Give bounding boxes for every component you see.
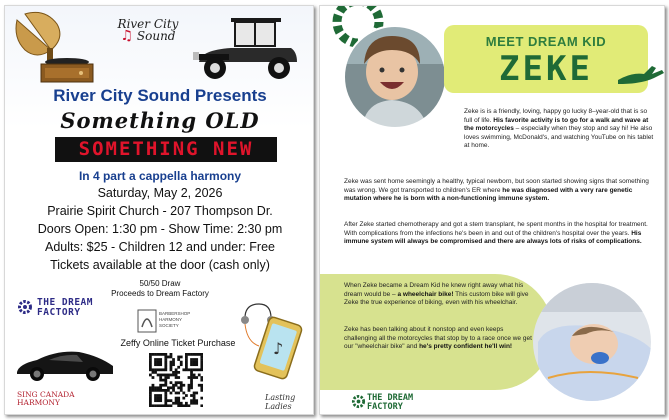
gear-icon [351,394,366,409]
draw-text: 50/50 Draw [139,279,181,288]
presents-heading: River City Sound Presents [53,86,267,105]
zeke-photo [342,24,448,130]
event-venue: Prairie Spirit Church - 207 Thompson Dr. [47,204,273,218]
logo-line2: Sound [136,29,176,43]
dream-factory-line1: THE DREAM [37,297,93,308]
dream-factory-line2: FACTORY [37,307,81,318]
logo-line1: River City [117,17,179,31]
event-times: Doors Open: 1:30 pm - Show Time: 2:30 pm [37,222,283,236]
treatment-paragraph [344,221,656,247]
dream-text: When Zeke became a Dream Kid he knew right away what his dream would be – [344,282,524,298]
dream-kid-flyer [319,5,665,415]
dream-end-text: This custom bike will give Zeke the true experience of biking, even with his wheelchair. [344,290,529,306]
sing-canada-line2: HARMONY [17,398,60,407]
event-date: Saturday, May 2, 2026 [97,186,223,200]
qr-code-icon[interactable] [149,353,203,407]
event-prices: Adults: $25 - Children 12 and under: Free [45,240,275,254]
intro-text: Zeke is is a friendly, loving, happy go lucky 8–year-old that is so full of life. [464,108,648,124]
barbershop-harmony-logo [137,309,217,333]
logo-line1: THE DREAM [367,393,414,403]
barbershop-emblem-icon [137,309,157,333]
diagnosis-text: Zeke was sent home seemingly a healthy, typical newborn, but soon started showing signs that something was wrong. We got transported to children's ER where [344,178,649,194]
barbershop-line2: HARMONY [159,317,183,322]
svg-text:♪: ♪ [273,339,284,358]
hand-decoration-icon [618,60,665,86]
lasting-ladies-logo: Lasting Ladies [265,393,296,411]
event-tickets: Tickets available at the door (cash only) [50,258,270,272]
barbershop-line1: BARBERSHOP [159,311,191,316]
diagnosis-bold-text: he was diagnosed with a very rare genetic mutation where he is born with a non-functioning immune system. [344,186,633,202]
barbershop-line3: SOCIETY [159,323,179,328]
proceeds-text: Proceeds to Dream Factory [111,289,209,298]
title-big: ZEKE [499,49,593,89]
gramophone-icon [11,10,99,86]
dream-bold-text: a wheelchair bike! [397,290,454,298]
harmony-subtitle: In 4 part a cappella harmony [78,169,242,183]
sports-car-icon [13,344,117,384]
challenge-bold-text: he's pretty confident he'll win! [419,343,513,350]
hospital-photo [528,282,656,404]
intro-bold-text: His favorite activity is to go for a walk and wave at the motorcycles [464,116,649,132]
dream-paragraph [344,282,534,308]
challenge-text: Zeke has been talking about it nonstop and even keeps challenging all the motorcycles that stop by to a race once we get our "wheelchair bike" and [344,326,532,350]
music-note-icon: ♫ [120,28,134,44]
vintage-car-icon [191,12,303,84]
concert-flyer [4,5,314,415]
treatment-bold-text: His immune system will always be compromised and there are always lots of risks of complications. [344,229,642,245]
sing-canada-line1: SING CANADA [17,390,75,399]
river-city-sound-logo [113,18,183,42]
treatment-text: After Zeke started chemotherapy and got a stem transplant, he spent months in the hospital for treatment. With complications from the infections he's been in and out of the children's hospital over the years. [344,221,648,237]
sing-canada-harmony-logo [17,391,75,407]
gear-icon [17,299,33,315]
intro-end-text: – especially when they stop and say hi! He also loves swimming, McDonald's, and watching YouTube on his tablet at home. [464,125,654,149]
intro-paragraph [464,108,656,151]
zeffy-ticket-text: Zeffy Online Ticket Purchase [120,338,236,348]
something-new-heading: SOMETHING NEW [55,137,277,162]
diagnosis-paragraph [344,178,656,204]
title-small: MEET DREAM KID [485,34,607,49]
something-old-heading: Something OLD [60,108,260,133]
logo-line2: FACTORY [367,402,403,412]
challenge-paragraph [344,326,534,352]
